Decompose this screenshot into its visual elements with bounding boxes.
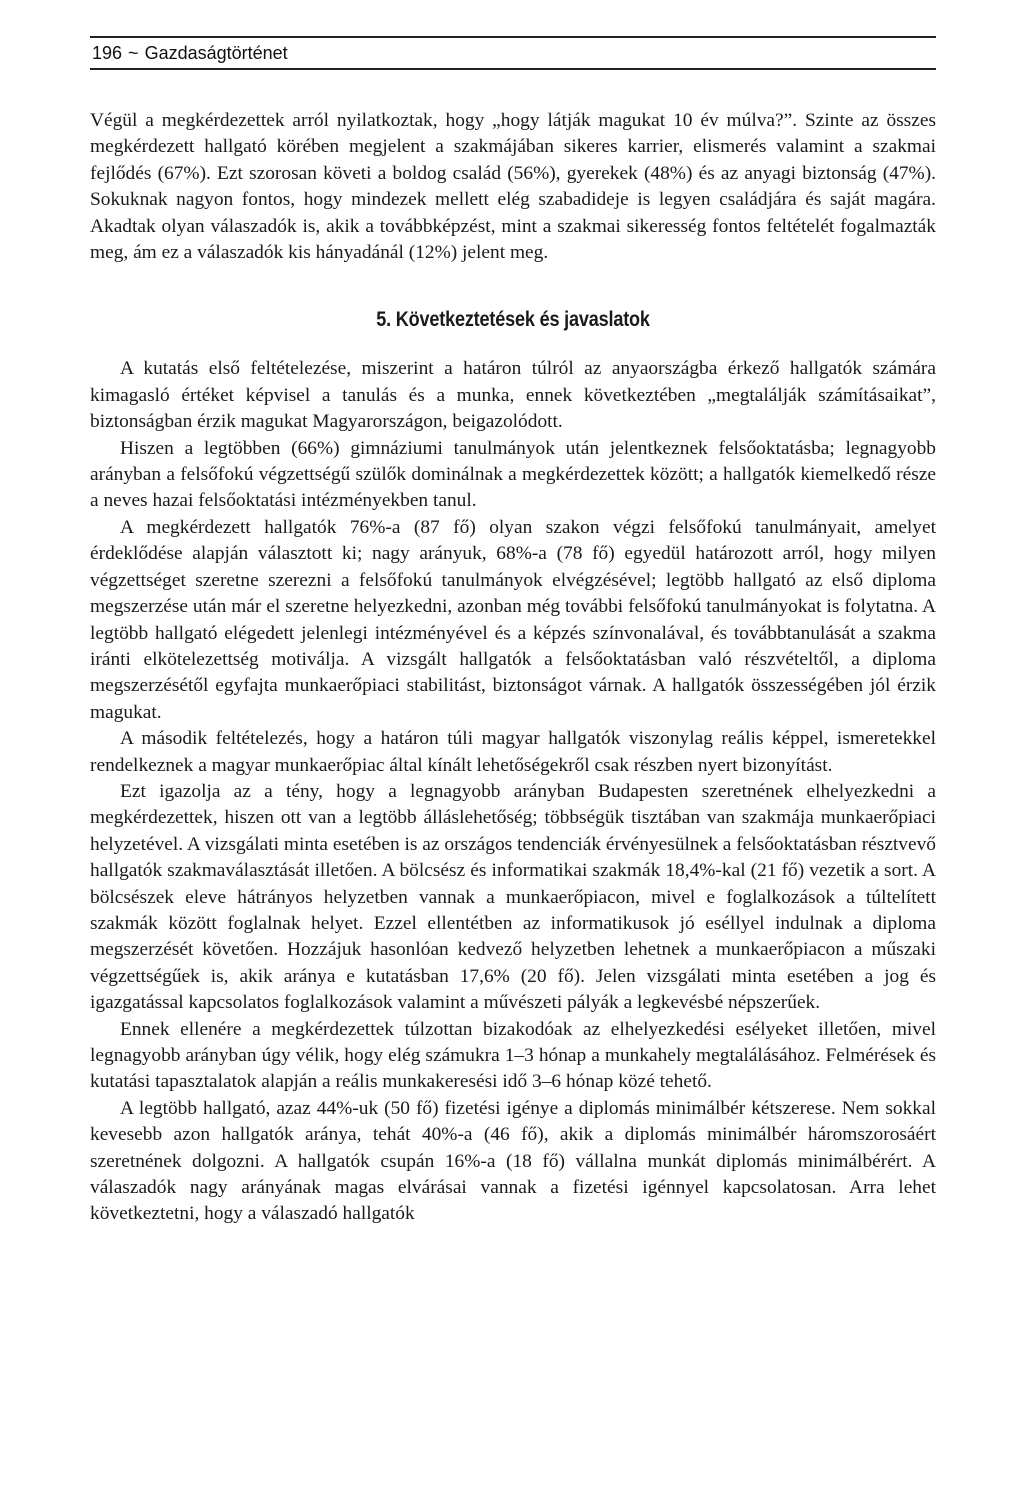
paragraph-4: A második feltételezés, hogy a határon túli magyar hallgatók viszonylag reális képpel, ismeretekkel rendelkeznek a magyar munkaerőpiac által kínált lehetőségekről csak részben nyert bizonyítást. <box>90 728 936 776</box>
running-header <box>90 36 936 70</box>
body-text <box>90 108 936 1228</box>
section-heading: 5. Következtetések és javaslatok <box>376 308 650 332</box>
paragraph-1: A kutatás első feltételezése, miszerint a határon túlról az anyaországba érkező hallgatók számára kimagasló értéket képvisel a tanulás és a munka, ennek következtében „megtalálják számításaikat”, biztonságban érzik magukat Magyarországon, beigazolódott. <box>90 358 936 433</box>
page-number: 196 <box>92 43 123 63</box>
header-separator: ~ <box>128 43 139 63</box>
running-title: Gazdaságtörténet <box>144 43 288 63</box>
paragraph-5: Ezt igazolja az a tény, hogy a legnagyobb arányban Budapesten szeretnének elhelyezkedni a megkérdezettek, hiszen ott van a legtöbb álláslehetőség; többségük tisztában van szakmája munkaerőpiaci helyzetével. A vizsgálati minta esetében is az országos tendenciák érvényesülnek a felsőoktatásban résztvevő hallgatók szakmaválasztását illetően. A bölcsész és informatikai szakmák 18,4%-kal (21 fő) vezetik a sort. A bölcsészek eleve hátrányos helyzetben vannak a munkaerőpiacon, mivel e foglalkozások a túltelített szakmák között foglalnak helyet. Ezzel ellentétben az informatikusok jó eséllyel indulnak a diploma megszerzését követően. Hozzájuk hasonlóan kedvező helyzetben lehetnek a munkaerőpiacon a műszaki végzettségűek is, akik aránya e kutatásban 17,6% (20 fő). Jelen vizsgálati minta esetében a jog és igazgatással kapcsolatos foglalkozások valamint a művészeti pályák a legkevésbé népszerűek. <box>90 780 936 1014</box>
paragraph-2: Hiszen a legtöbben (66%) gimnáziumi tanulmányok után jelentkeznek felsőoktatásba; legnagyobb arányban a felsőfokú végzettségű szülők dominálnak a megkérdezettek között; a hallgatók kiemelkedő része a neves hazai felsőoktatási intézményekben tanul. <box>90 437 936 512</box>
paragraph-6: Ennek ellenére a megkérdezettek túlzottan bizakodóak az elhelyezkedési esélyeket illetően, mivel legnagyobb arányban úgy vélik, hogy elég számukra 1–3 hónap a munkahely megtalálásához. Felmérések és kutatási tapasztalatok alapján a reális munkakeresési idő 3–6 hónap közé tehető. <box>90 1018 936 1093</box>
intro-paragraph: Végül a megkérdezettek arról nyilatkoztak, hogy „hogy látják magukat 10 év múlva?”. Szinte az összes megkérdezett hallgató körében megjelent a szakmájában sikeres karrier, elismerés valamint a szakmai fejlődés (67%). Ezt szorosan követi a boldog család (56%), gyerekek (48%) és az anyagi biztonság (47%). Sokuknak nagyon fontos, hogy mindezek mellett elég szabadideje is legyen családjára és saját magára. Akadtak olyan válaszadók is, akik a továbbképzést, mint a szakmai sikeresség fontos feltételét fogalmazták meg, ám ez a válaszadók kis hányadánál (12%) jelent meg. <box>90 110 936 264</box>
paragraph-3: A megkérdezett hallgatók 76%-a (87 fő) olyan szakon végzi felsőfokú tanulmányait, amelyet érdeklődése alapján választott ki; nagy arányuk, 68%-a (78 fő) egyedül határozott arról, hogy milyen végzettséget szeretne szerezni a felsőfokú tanulmányok elvégzésével; legtöbb hallgató az első diploma megszerzése után már el szeretne helyezkedni, azonban még további felsőfokú tanulmányokat is folytatna. A legtöbb hallgató elégedett jelenlegi intézményével és a képzés színvonalával, és továbbtanulását a szakma iránti elkötelezettség motiválja. A vizsgált hallgatók a felsőoktatásban való részvételtől, a diploma megszerzésétől egyfajta munkaerőpiaci stabilitást, biztonságot várnak. A hallgatók összességében jól érzik magukat. <box>90 516 936 723</box>
paragraph-7: A legtöbb hallgató, azaz 44%-uk (50 fő) fizetési igénye a diplomás minimálbér kétszerese. Nem sokkal kevesebb azon hallgatók aránya, tehát 40%-a (46 fő), akik a diplomás minimálbér háromszorosáért szeretnének dolgozni. A hallgatók csupán 16%-a (18 fő) vállalna munkát diplomás minimálbérért. A válaszadók nagy arányának magas elvárásai vannak a fizetési igénnyel kapcsolatosan. Arra lehet következtetni, hogy a válaszadó hallgatók <box>90 1097 936 1225</box>
